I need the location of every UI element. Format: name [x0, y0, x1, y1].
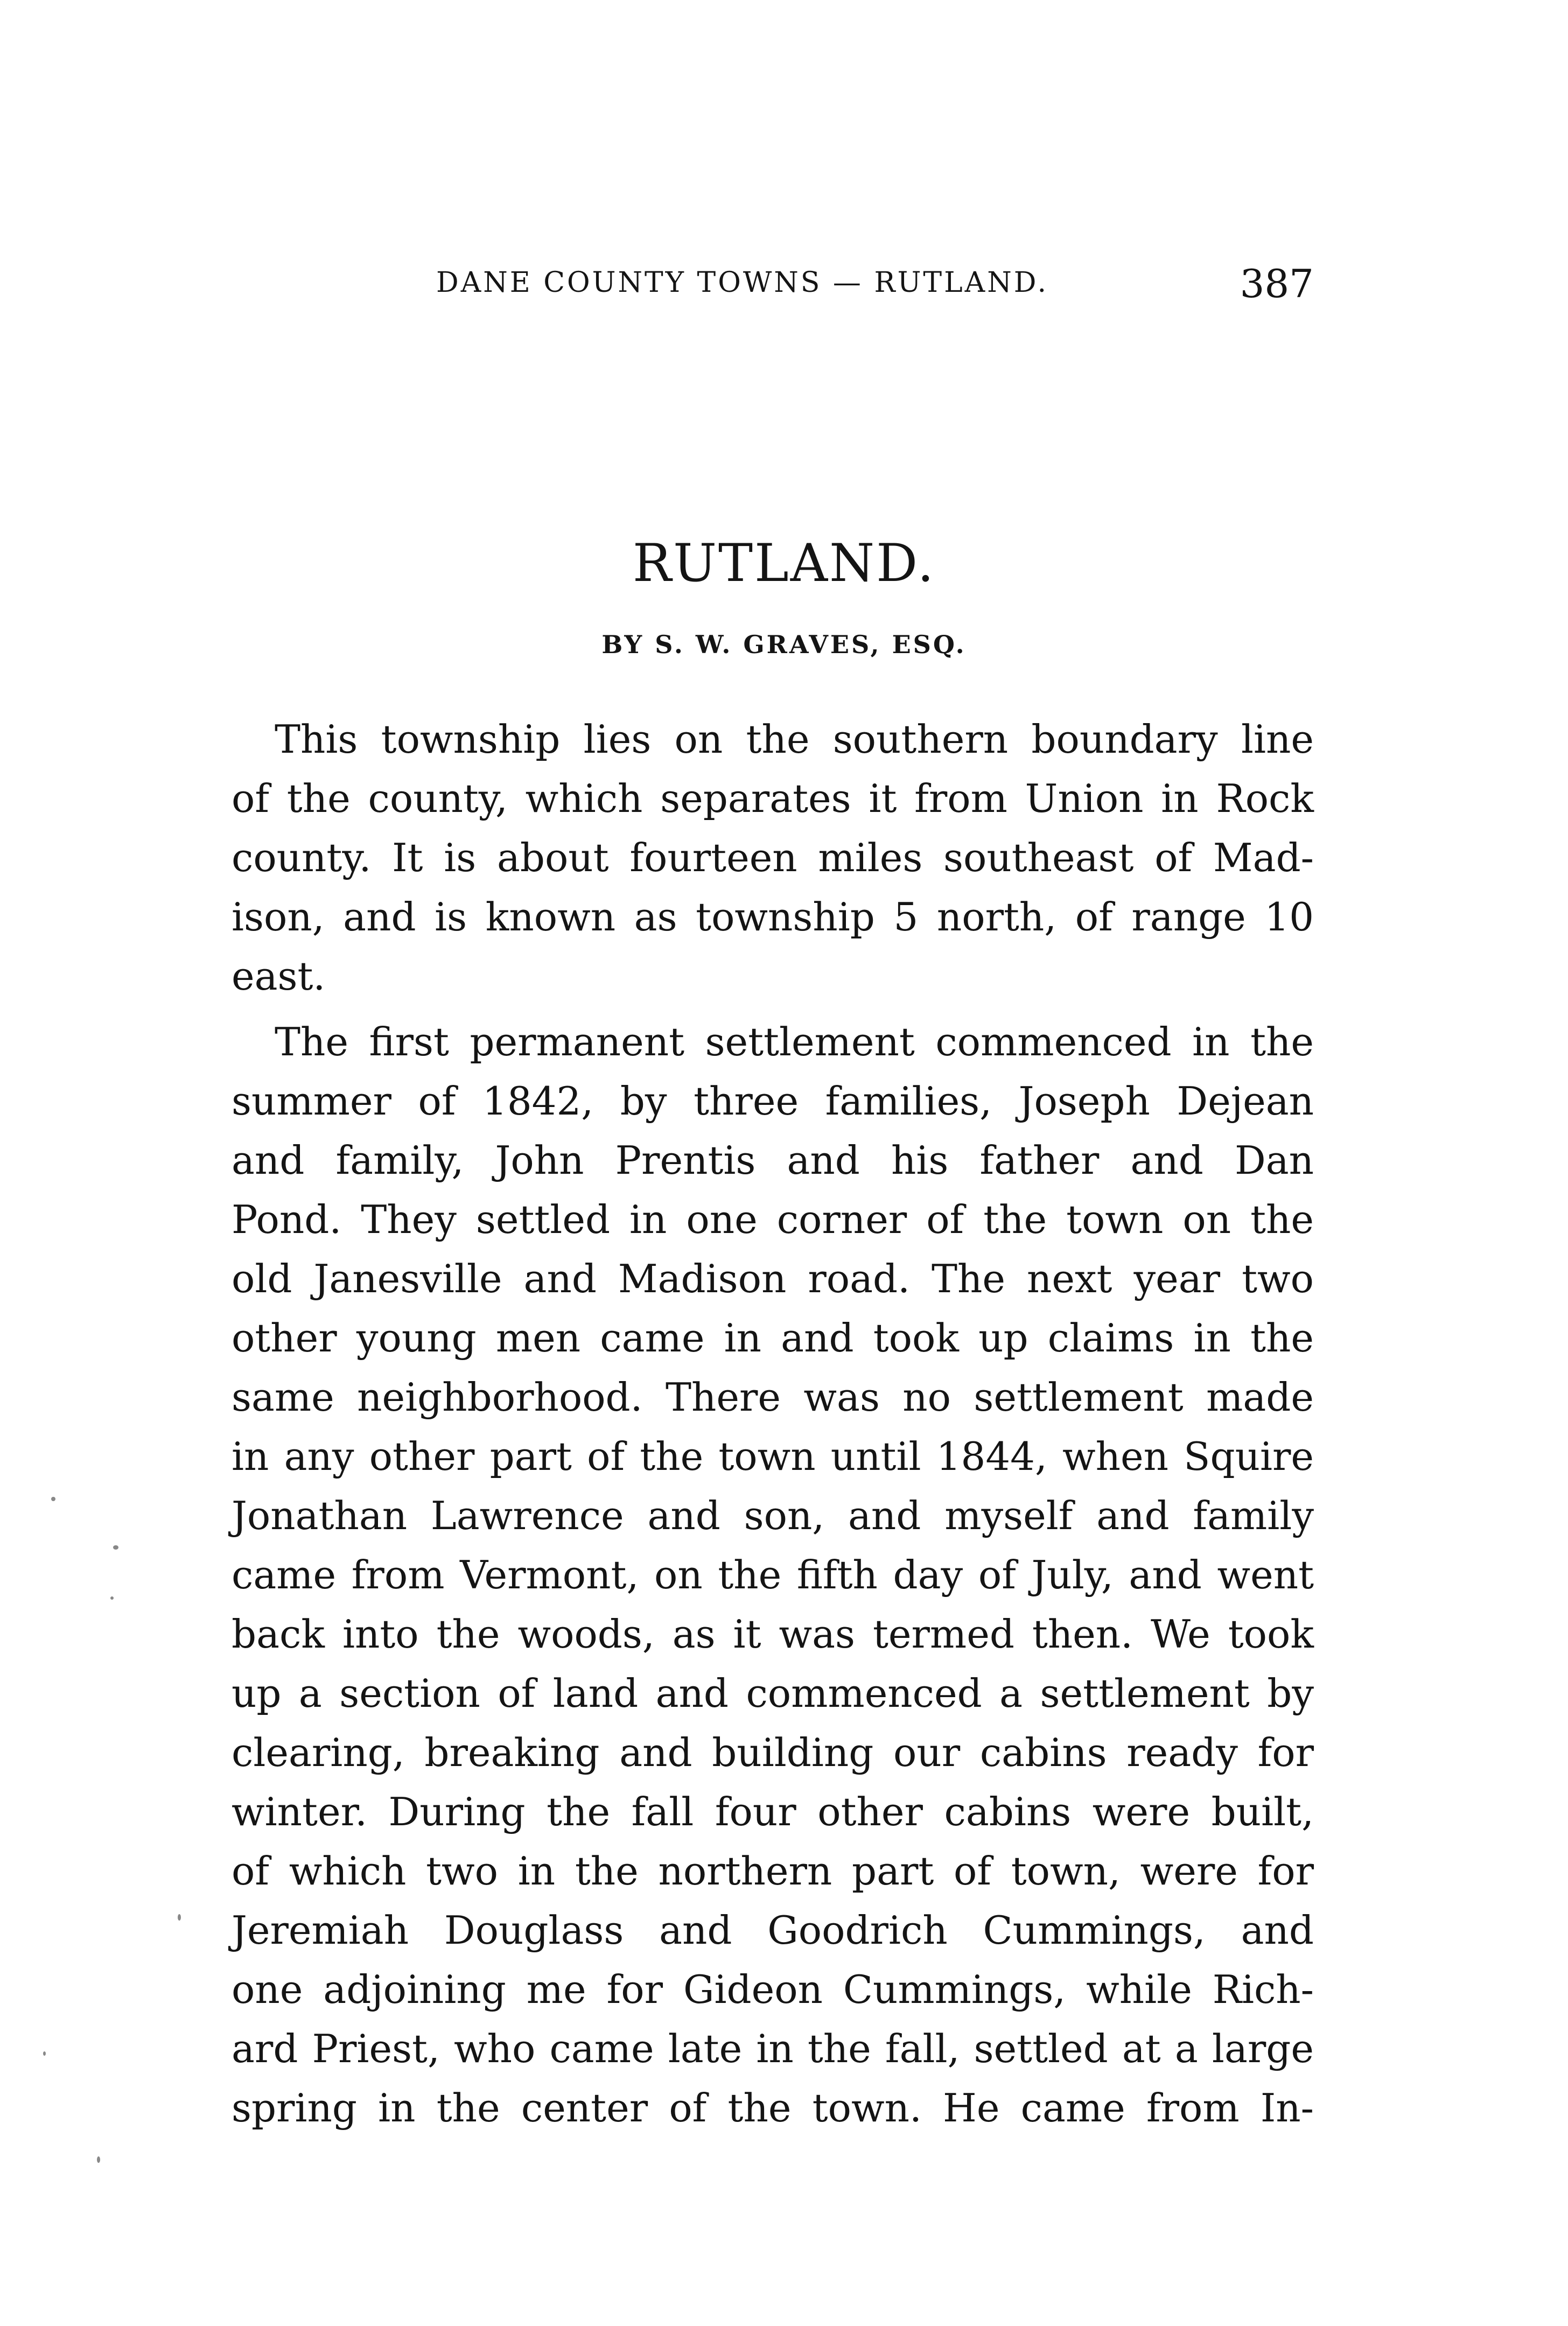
running-head: [232, 261, 1314, 310]
text-line: Jeremiah Douglass and Goodrich Cummings, and: [232, 1908, 1314, 1953]
scan-speck: [178, 1914, 181, 1921]
text-line: Jonathan Lawrence and son, and myself and family: [232, 1493, 1314, 1538]
text-line: old Janesville and Madison road. The next year two: [232, 1256, 1314, 1301]
scan-speck: [113, 1545, 118, 1550]
text-line: in any other part of the town until 1844, when Squire: [232, 1434, 1314, 1479]
scan-speck: [110, 1596, 114, 1600]
text-line: east.: [232, 954, 326, 999]
scan-speck: [51, 1497, 55, 1501]
text-line: The first permanent settlement commenced in the: [275, 1019, 1314, 1064]
text-line: clearing, breaking and building our cabins ready for: [232, 1730, 1314, 1775]
text-line: of which two in the northern part of town, were for: [232, 1848, 1314, 1894]
text-line: of the county, which separates it from Union in Rock: [232, 776, 1314, 821]
body-text: [232, 710, 1314, 2138]
text-line: same neighborhood. There was no settlement made: [232, 1375, 1314, 1420]
byline: BY S. W. GRAVES, ESQ.: [601, 630, 967, 659]
text-line: spring in the center of the town. He came from In-: [232, 2085, 1314, 2131]
scan-speck: [43, 2051, 46, 2056]
chapter-title: RUTLAND.: [632, 533, 936, 593]
text-line: back into the woods, as it was termed then. We took: [232, 1612, 1314, 1657]
text-line: summer of 1842, by three families, Joseph Dejean: [232, 1078, 1314, 1124]
text-line: and family, John Prentis and his father and Dan: [232, 1138, 1314, 1183]
text-line: county. It is about fourteen miles southeast of Mad-: [232, 835, 1314, 880]
text-line: other young men came in and took up claims in the: [232, 1315, 1314, 1361]
text-line: winter. During the fall four other cabins were built,: [232, 1789, 1314, 1834]
running-title: DANE COUNTY TOWNS — RUTLAND.: [436, 267, 1049, 299]
text-line: Pond. They settled in one corner of the town on the: [232, 1197, 1314, 1242]
page-number: 387: [1240, 261, 1314, 306]
text-line: ison, and is known as township 5 north, of range 10: [232, 894, 1314, 940]
text-line: up a section of land and commenced a settlement by: [232, 1671, 1314, 1716]
text-line: one adjoining me for Gideon Cummings, while Rich-: [232, 1967, 1314, 2012]
text-line: came from Vermont, on the fifth day of July, and went: [232, 1552, 1314, 1598]
text-line: This township lies on the southern boundary line: [275, 717, 1314, 762]
scan-speck: [97, 2156, 100, 2163]
text-line: ard Priest, who came late in the fall, settled at a large: [232, 2026, 1314, 2071]
